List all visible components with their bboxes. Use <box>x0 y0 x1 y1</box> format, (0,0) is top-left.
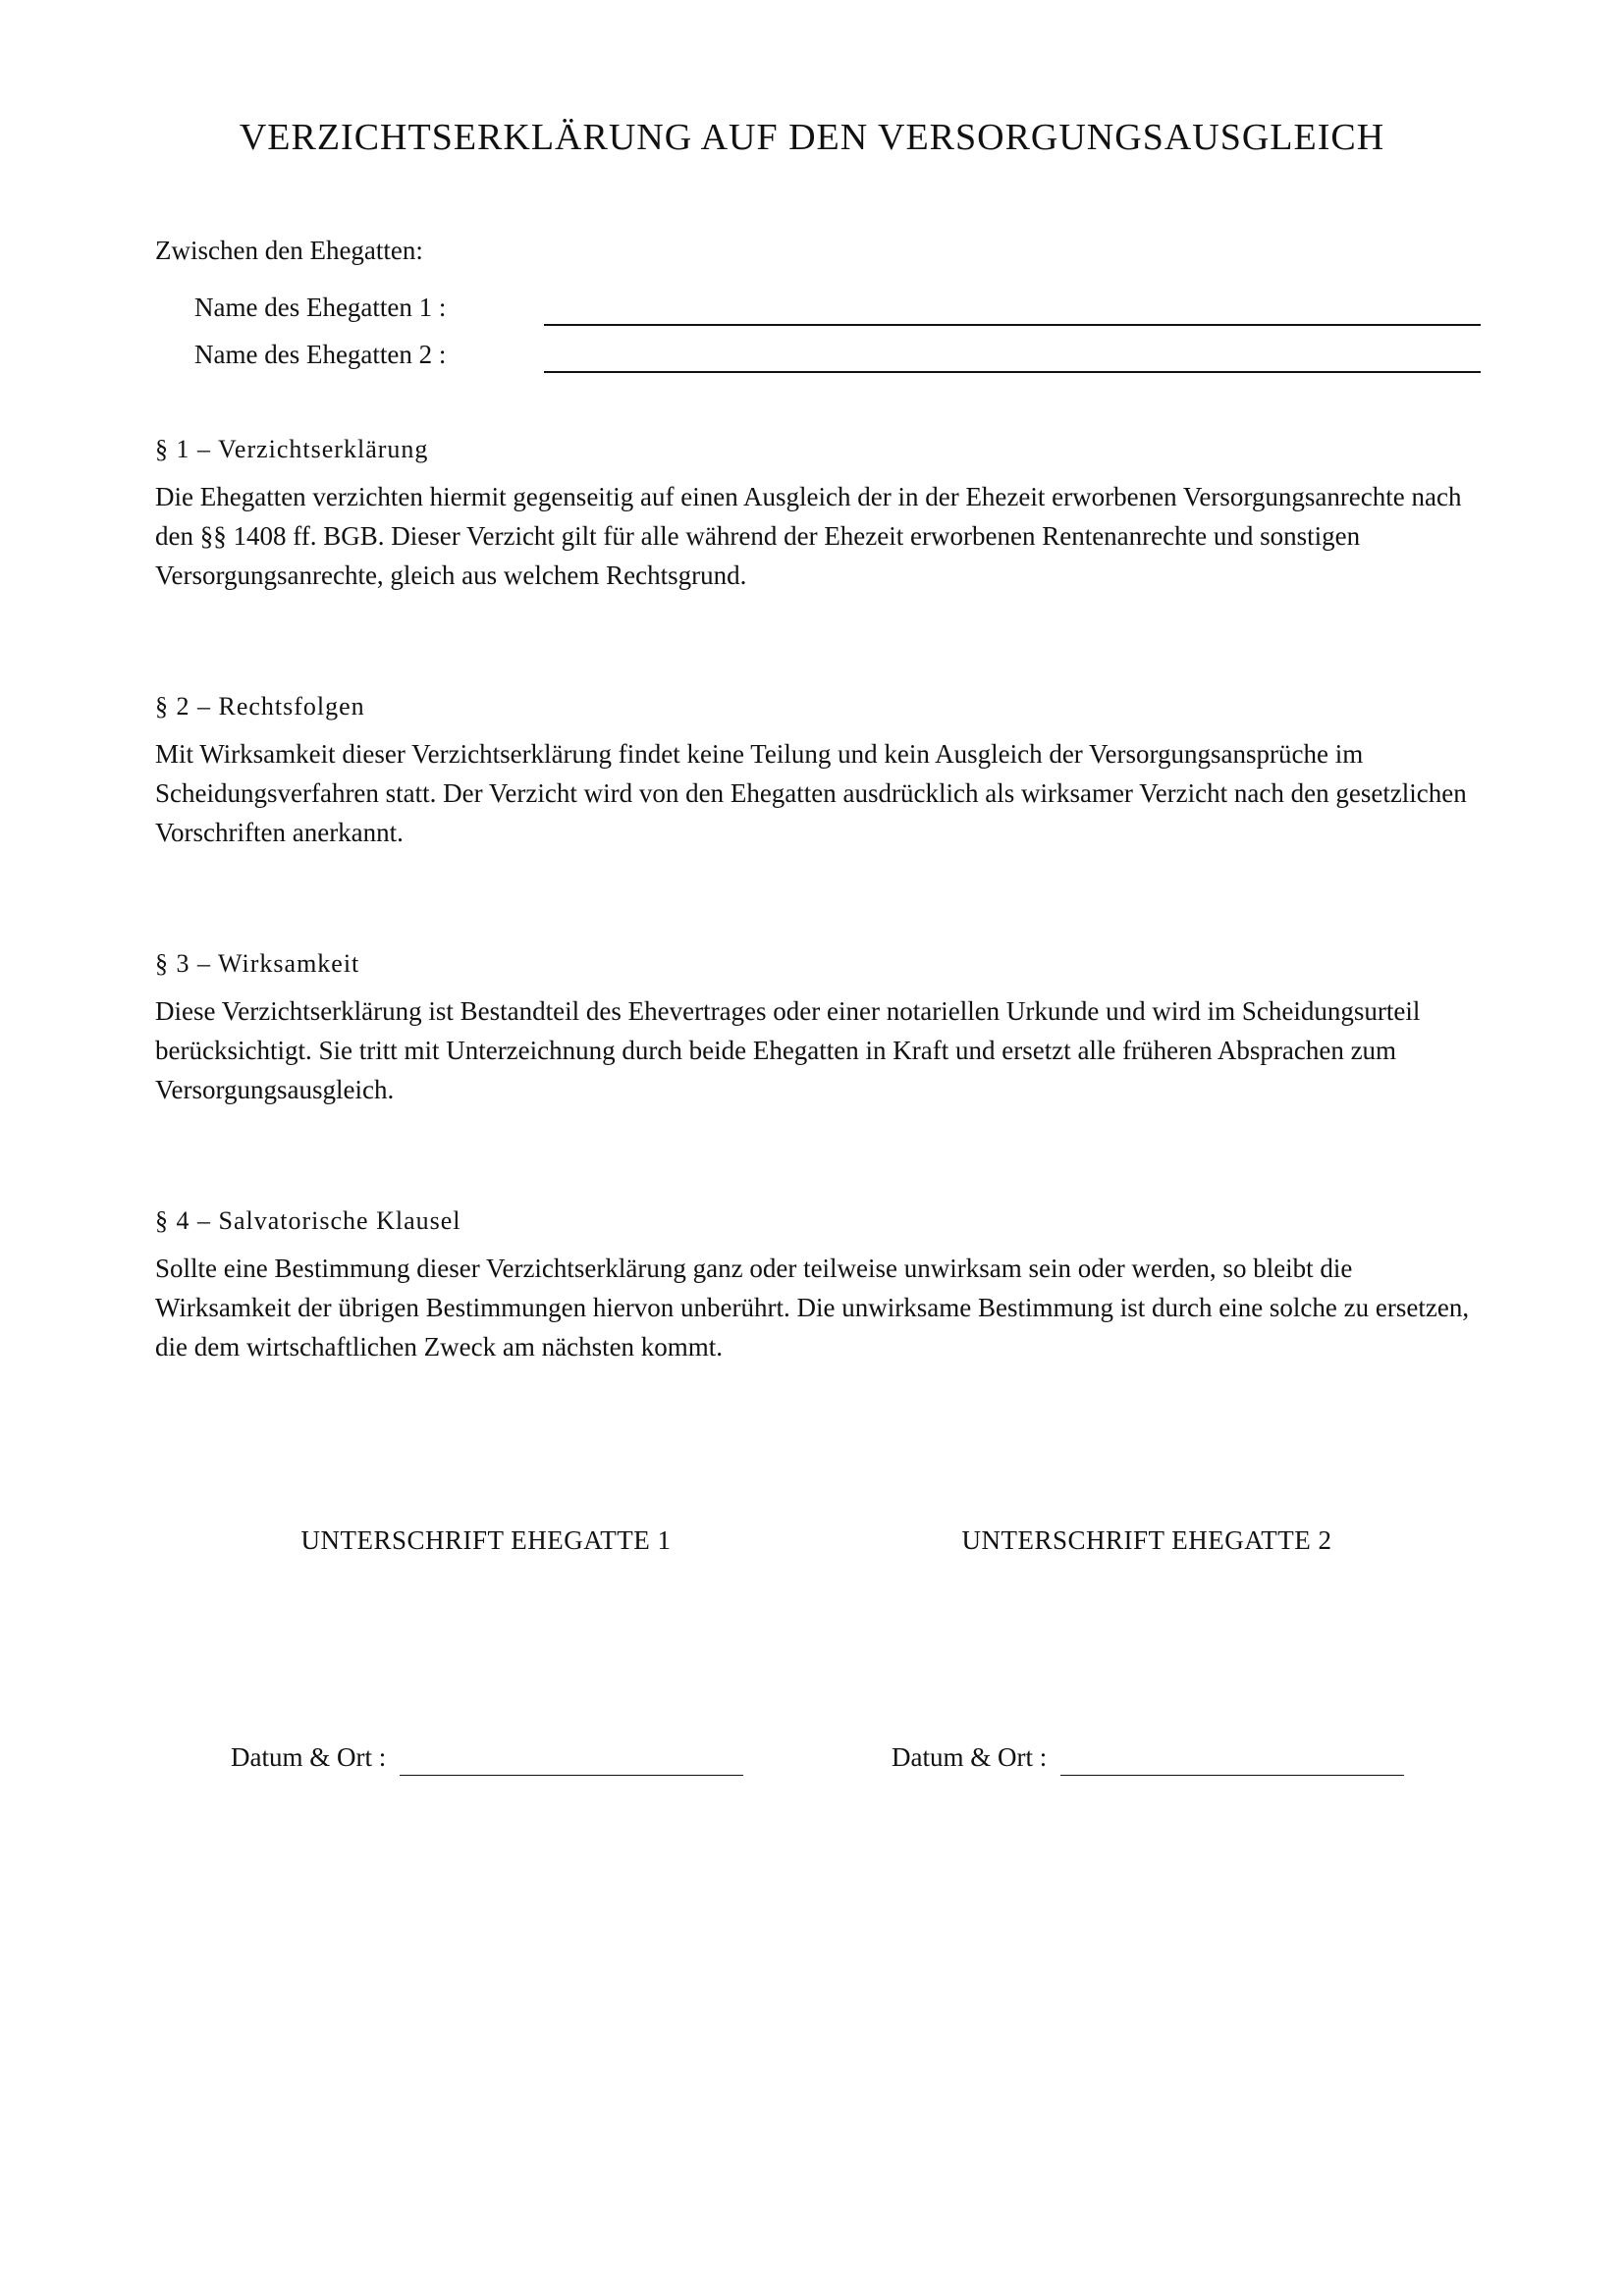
document-title: VERZICHTSERKLÄRUNG AUF DEN VERSORGUNGSAUSGLEICH <box>239 117 1385 158</box>
parties-intro: Zwischen den Ehegatten: <box>155 236 423 265</box>
section-heading: § 3 – Wirksamkeit <box>155 949 360 978</box>
party-1-row <box>194 293 1481 332</box>
date-place-field-1[interactable] <box>400 1775 743 1776</box>
date-place-label: Datum & Ort : <box>892 1742 1048 1772</box>
section-body: Die Ehegatten verzichten hiermit gegenseitig auf einen Ausgleich der in der Ehezeit erworbenen Versorgungsanrechte nach den §§ 1408 ff. BGB. Dieser Verzicht gilt für alle während der Ehezeit erworbenen Rentenanrechte und sonstigen Versorgungsanrechte, gleich aus welchem Rechtsgrund. <box>155 482 1462 590</box>
signature-label-1: UNTERSCHRIFT EHEGATTE 1 <box>300 1525 672 1555</box>
date-place-label: Datum & Ort : <box>231 1742 387 1772</box>
section-body: Mit Wirksamkeit dieser Verzichtserklärung findet keine Teilung und kein Ausgleich der Versorgungsansprüche im Scheidungsverfahren statt. Der Verzicht wird von den Ehegatten ausdrücklich als wirksamer Verzicht nach den gesetzlichen Vorschriften anerkannt. <box>155 739 1467 847</box>
date-place-field-2[interactable] <box>1060 1775 1404 1776</box>
section-heading: § 4 – Salvatorische Klausel <box>155 1206 461 1235</box>
section-3 <box>155 946 1481 1109</box>
party-2-row <box>194 340 1481 379</box>
party-2-name-field[interactable] <box>544 371 1481 373</box>
party-1-label: Name des Ehegatten 1 : <box>194 293 447 322</box>
section-2 <box>155 689 1481 852</box>
date-place-row-2 <box>892 1742 1441 1782</box>
section-4 <box>155 1203 1481 1366</box>
section-heading: § 2 – Rechtsfolgen <box>155 692 365 721</box>
signature-label-2: UNTERSCHRIFT EHEGATTE 2 <box>961 1525 1332 1555</box>
section-1 <box>155 432 1481 595</box>
party-2-label: Name des Ehegatten 2 : <box>194 340 447 369</box>
party-1-name-field[interactable] <box>544 324 1481 326</box>
date-place-row-1 <box>231 1742 781 1782</box>
section-body: Sollte eine Bestimmung dieser Verzichtserklärung ganz oder teilweise unwirksam sein oder werden, so bleibt die Wirksamkeit der übrigen Bestimmungen hiervon unberührt. Die unwirksame Bestimmung ist durch eine solche zu ersetzen, die dem wirtschaftlichen Zweck am nächsten kommt. <box>155 1254 1470 1362</box>
section-body: Diese Verzichtserklärung ist Bestandteil des Ehevertrages oder einer notariellen Urkunde und wird im Scheidungsurteil berücksichtigt. Sie tritt mit Unterzeichnung durch beide Ehegatten in Kraft und ersetzt alle früheren Absprachen zum Versorgungsausgleich. <box>155 996 1421 1104</box>
section-heading: § 1 – Verzichtserklärung <box>155 435 429 463</box>
